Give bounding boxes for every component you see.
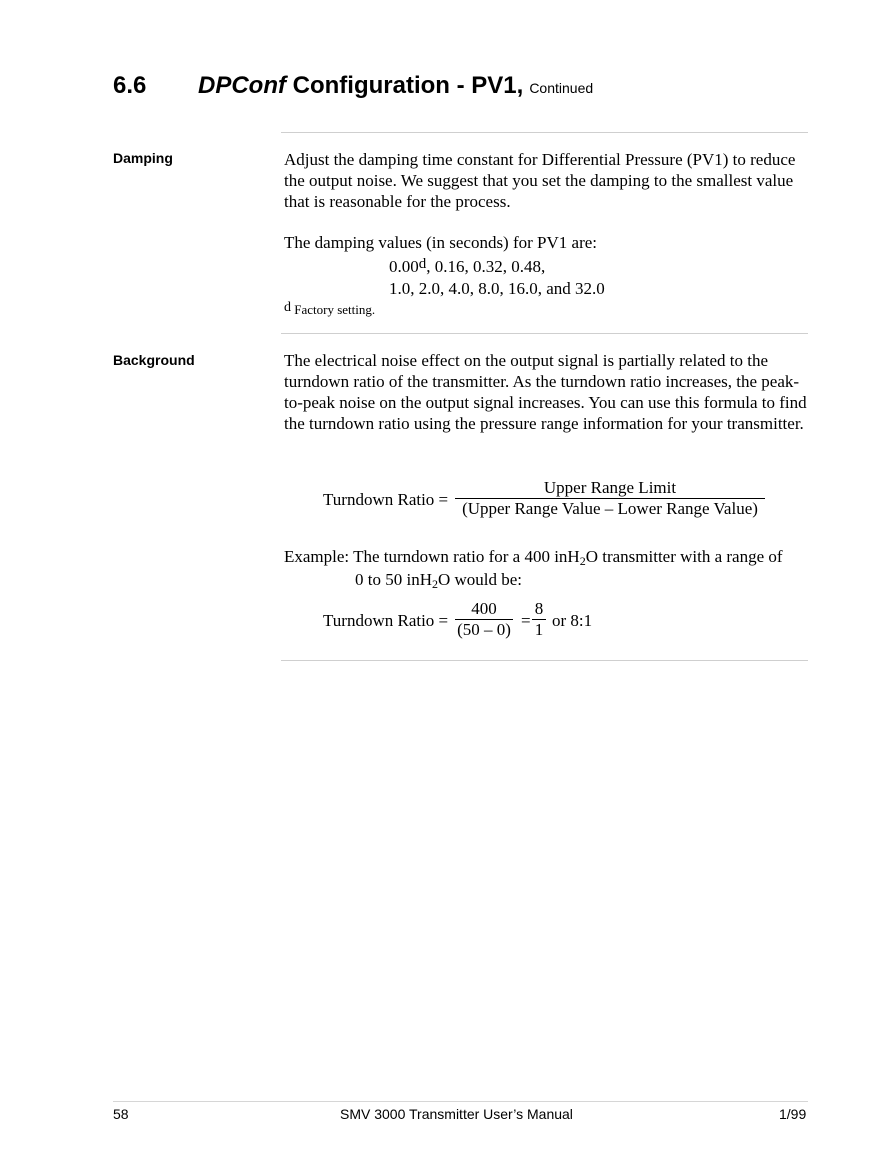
example-line1 — [284, 547, 783, 567]
example-equals: = — [521, 611, 531, 630]
damping-values-intro — [284, 232, 808, 253]
formula-numerator: Upper Range Limit — [543, 478, 677, 497]
example-numerator-2: 8 — [534, 599, 544, 618]
footer-divider — [113, 1101, 808, 1102]
example-formula-label: Turndown Ratio = — [323, 611, 449, 630]
damping-values-intro-text: The damping values (in seconds) for PV1 are: — [284, 233, 597, 252]
damping-paragraph: Adjust the damping time constant for Differential Pressure (PV1) to reduce the output noise. We suggest that you set the damping to the smallest value that is reasonable for the process. — [284, 150, 796, 211]
factory-setting-note-text: Factory setting. — [291, 302, 376, 317]
divider-middle — [281, 333, 808, 334]
example-line1-b: O transmitter with a range of — [585, 547, 783, 566]
damping-values-line1 — [389, 256, 545, 277]
example-numerator-1: 400 — [471, 599, 497, 618]
example-line2-a: 0 to 50 inH — [355, 570, 432, 589]
section-title-rest: Configuration - PV1, — [285, 72, 524, 99]
factory-setting-note-symbol: d — [284, 300, 291, 315]
factory-setting-mark: d — [418, 256, 427, 272]
damping-sidehead: Damping — [113, 150, 173, 166]
background-sidehead: Background — [113, 352, 195, 368]
footer-date: 1/99 — [779, 1106, 807, 1122]
divider-top — [281, 132, 808, 133]
example-line2-b: O would be: — [437, 570, 523, 589]
section-number: 6.6 — [113, 72, 147, 99]
footer-page-number: 58 — [113, 1106, 129, 1122]
background-paragraph: The electrical noise effect on the output signal is partially related to the turndown ratio of the transmitter. As the turndown ratio increases, the peak-to-peak noise on the output signal increases. You can use this formula to find the turndown ratio using the pressure range information for your transmitter. — [284, 351, 807, 433]
damping-values-line2: 1.0, 2.0, 4.0, 8.0, 16.0, and 32.0 — [389, 279, 605, 298]
formula-label: Turndown Ratio = — [323, 490, 449, 509]
damping-values-rest: , 0.16, 0.32, 0.48, — [426, 257, 546, 276]
example-line1-a: Example: The turndown ratio for a 400 inH — [284, 547, 580, 566]
damping-value-default: 0.00 — [389, 257, 419, 276]
example-result: or 8:1 — [552, 611, 593, 630]
factory-setting-note — [284, 300, 375, 318]
formula-denominator: (Upper Range Value – Lower Range Value) — [462, 499, 758, 518]
example-line2-sub: 2 — [431, 577, 438, 591]
section-title — [198, 72, 593, 100]
footer-title: SMV 3000 Transmitter User’s Manual — [340, 1106, 573, 1122]
example-denominator-2: 1 — [534, 620, 544, 639]
damping-body — [284, 149, 808, 212]
example-line1-sub: 2 — [579, 554, 586, 568]
section-title-italic: DPConf — [198, 72, 286, 99]
divider-bottom — [281, 660, 808, 661]
background-body — [284, 350, 808, 434]
continued-label: Continued — [529, 80, 594, 96]
example-line2 — [355, 570, 522, 590]
example-denominator-1: (50 – 0) — [457, 620, 511, 639]
